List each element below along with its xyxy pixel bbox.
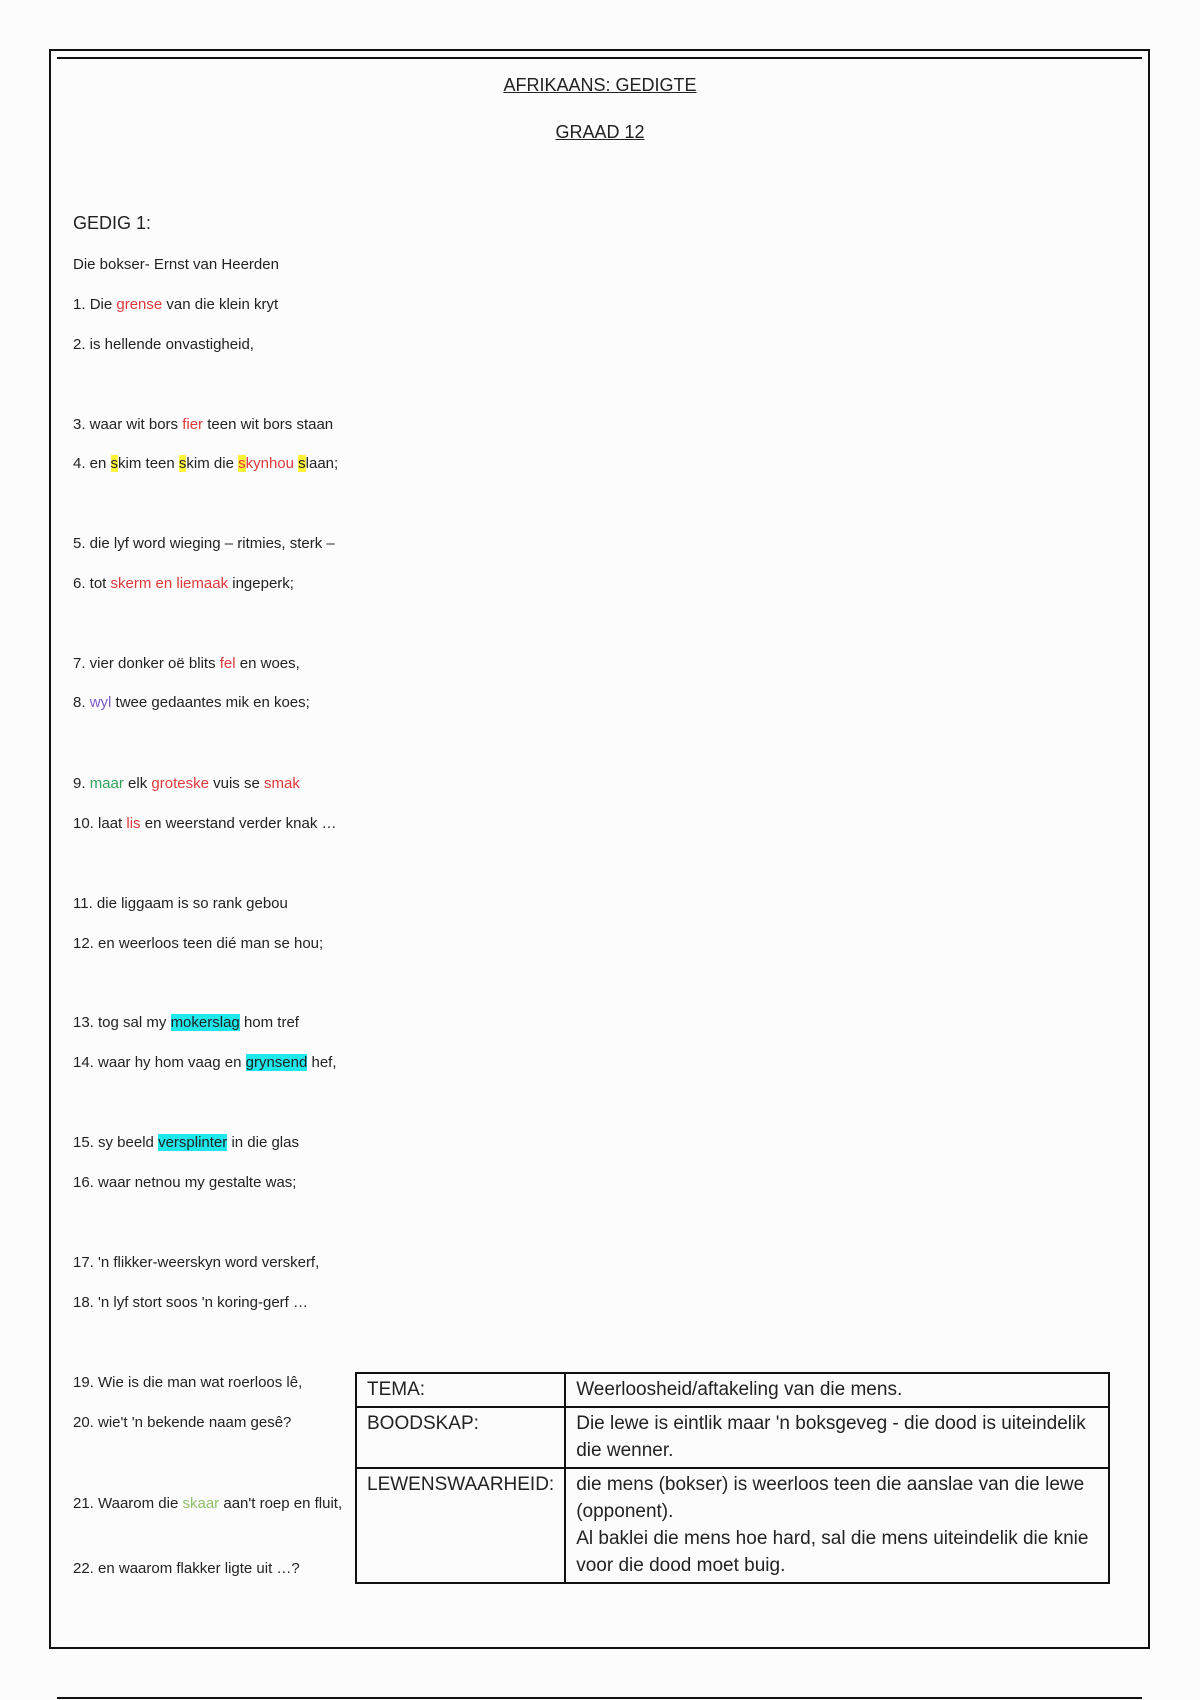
- alliteration-mark: s: [238, 455, 246, 472]
- highlighted-word: mokerslag: [170, 1014, 240, 1031]
- line-text: kim teen: [118, 455, 175, 472]
- poem-line-19: 19. Wie is die man wat roerloos lê,: [73, 1374, 303, 1391]
- poem-line-20: 20. wie't 'n bekende naam gesê?: [73, 1414, 292, 1431]
- alliteration-mark: s: [110, 455, 119, 472]
- lewenswaarheid-value-2: Al baklei die mens hoe hard, sal die mens uiteindelik die knie voor die dood moet buig.: [576, 1528, 1089, 1576]
- line-text: laan;: [305, 455, 339, 472]
- poem-line-11: 11. die liggaam is so rank gebou: [73, 895, 288, 912]
- line-text: 9.: [73, 775, 86, 792]
- grade-label: GRAAD 12: [555, 122, 645, 142]
- poem-line-18: 18. 'n lyf stort soos 'n koring-gerf …: [73, 1294, 308, 1311]
- alliteration-mark: s: [298, 455, 306, 472]
- poem-line-6: [73, 575, 294, 592]
- poem-line-7: [73, 655, 300, 672]
- line-text: hef,: [311, 1054, 337, 1071]
- poem-line-8: [73, 694, 310, 711]
- highlighted-word: fel: [219, 655, 236, 672]
- highlighted-word: maar: [89, 775, 124, 792]
- line-text: kim die: [186, 455, 234, 472]
- poem-line-12: 12. en weerloos teen dié man se hou;: [73, 935, 324, 952]
- poem-line-1: [73, 296, 278, 313]
- highlighted-word: grynsend: [245, 1054, 308, 1071]
- line-number: 1.: [73, 296, 86, 313]
- alliteration-mark: s: [178, 455, 187, 472]
- poem-line-13: [73, 1014, 299, 1031]
- line-text: 8.: [73, 694, 86, 711]
- poem-line-2: 2. is hellende onvastigheid,: [73, 336, 254, 353]
- line-text: twee gedaantes mik en koes;: [115, 694, 310, 711]
- line-text: 21. Waarom die: [73, 1495, 179, 1512]
- poem-line-10: [73, 815, 337, 832]
- line-text: 6. tot: [73, 575, 107, 592]
- analysis-table: [355, 1372, 1110, 1584]
- line-text: 14. waar hy hom vaag en: [73, 1054, 242, 1071]
- line-text: van die klein kryt: [166, 296, 279, 313]
- line-text: en weerstand verder knak …: [144, 815, 337, 832]
- poem-line-3: [73, 416, 333, 433]
- highlighted-word: kynhou: [245, 455, 294, 472]
- poem-line-4: [73, 455, 338, 472]
- table-row: [356, 1373, 1109, 1407]
- line-text: elk: [128, 775, 148, 792]
- highlighted-word: wyl: [89, 694, 112, 711]
- lewenswaarheid-value: die mens (bokser) is weerloos teen die aanslae van die lewe (opponent).: [576, 1474, 1085, 1522]
- line-text: Die: [89, 296, 113, 313]
- line-text: en woes,: [239, 655, 300, 672]
- poem-line-21: [73, 1492, 353, 1516]
- highlighted-word: versplinter: [158, 1134, 228, 1151]
- tema-value: Weerloosheid/aftakeling van die mens.: [565, 1373, 1109, 1407]
- line-text: vuis se: [213, 775, 260, 792]
- poem-line-16: 16. waar netnou my gestalte was;: [73, 1174, 297, 1191]
- line-text: teen wit bors staan: [207, 416, 334, 433]
- line-text: ingeperk;: [232, 575, 294, 592]
- highlighted-word: grense: [116, 296, 163, 313]
- boodskap-value: Die lewe is eintlik maar 'n boksgeveg - die dood is uiteindelik die wenner.: [565, 1407, 1109, 1468]
- line-text: in die glas: [231, 1134, 299, 1151]
- line-text: 15. sy beeld: [73, 1134, 154, 1151]
- poem-line-5: 5. die lyf word wieging – ritmies, sterk –: [73, 535, 335, 552]
- poem-line-9: [73, 775, 300, 792]
- line-text: 3. waar wit bors: [73, 416, 179, 433]
- poem-line-14: [73, 1054, 337, 1071]
- top-double-rule: [57, 57, 1142, 59]
- highlighted-word: skerm en liemaak: [110, 575, 229, 592]
- line-text: 7. vier donker oë blits: [73, 655, 216, 672]
- poem-heading: GEDIG 1:: [73, 213, 152, 233]
- highlighted-word: skaar: [182, 1495, 220, 1512]
- poem-line-17: 17. 'n flikker-weerskyn word verskerf,: [73, 1254, 320, 1271]
- tema-label: TEMA:: [356, 1373, 565, 1407]
- document-title: AFRIKAANS: GEDIGTE: [503, 75, 697, 95]
- line-text: 13. tog sal my: [73, 1014, 167, 1031]
- highlighted-word: lis: [126, 815, 141, 832]
- line-text: aan't roep en fluit,: [223, 1495, 343, 1512]
- highlighted-word: fier: [182, 416, 204, 433]
- bottom-rule: [57, 1697, 1142, 1699]
- line-text: hom tref: [243, 1014, 299, 1031]
- table-row: [356, 1407, 1109, 1468]
- line-text: 4. en: [73, 455, 107, 472]
- lewenswaarheid-label: LEWENSWAARHEID:: [356, 1468, 565, 1583]
- boodskap-label: BOODSKAP:: [356, 1407, 565, 1468]
- poem-line-15: [73, 1134, 299, 1151]
- line-text: 10. laat: [73, 815, 123, 832]
- table-row: [356, 1468, 1109, 1583]
- poem-line-22: 22. en waarom flakker ligte uit …?: [73, 1560, 300, 1577]
- lewenswaarheid-cell: [565, 1468, 1109, 1583]
- poem-subtitle: Die bokser- Ernst van Heerden: [73, 256, 279, 273]
- highlighted-word: groteske: [151, 775, 209, 792]
- highlighted-word: smak: [263, 775, 300, 792]
